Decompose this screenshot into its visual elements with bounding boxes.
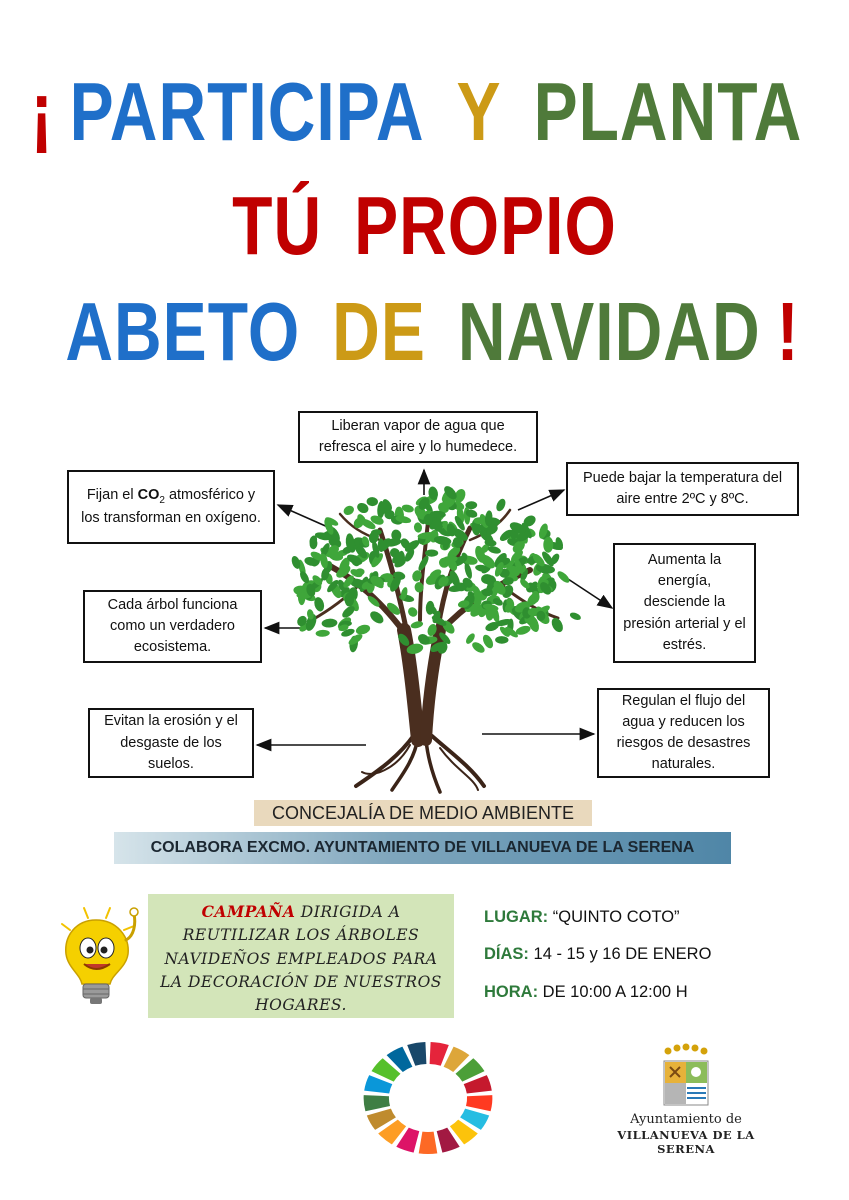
leaf xyxy=(556,569,572,584)
benefit-ecosistema-text: Cada árbol funciona como un verdadero ecosistema. xyxy=(107,596,238,656)
dias-label: DÍAS: xyxy=(484,945,529,963)
lugar-value: “QUINTO COTO” xyxy=(552,908,680,926)
benefit-energia-text: Aumenta la energía, desciende la presión arterial y el estrés. xyxy=(623,552,746,653)
benefit-erosion-text: Evitan la erosión y el desgaste de los suelos. xyxy=(104,713,238,772)
benefit-agua-box xyxy=(597,688,770,778)
campaign-box xyxy=(148,894,454,1018)
leaf xyxy=(410,620,424,629)
dias-value: 14 - 15 y 16 DE ENERO xyxy=(533,945,712,963)
benefit-temperatura-text: Puede bajar la temperatura del aire entre 2ºC y 8ºC. xyxy=(582,469,783,507)
benefit-energia-box xyxy=(613,543,756,663)
leaf xyxy=(495,636,509,644)
leaf xyxy=(495,497,508,512)
title-word: PLANTA xyxy=(533,65,803,158)
logo-line-2: VILLANUEVA DE LA SERENA xyxy=(617,1128,755,1156)
sdg-wheel-icon xyxy=(358,1040,498,1156)
coat-of-arms-icon xyxy=(656,1043,716,1109)
leaf xyxy=(321,618,337,628)
arrow-temperatura xyxy=(518,490,564,510)
co2-suffix: atmosférico y los transforman en oxígeno. xyxy=(81,486,261,527)
co2-prefix: Fijan el xyxy=(86,486,138,503)
campaign-highlight: CAMPAÑA xyxy=(201,902,296,921)
benefit-agua-text: Regulan el flujo del agua y reducen los riesgos de desastres naturales. xyxy=(616,692,751,773)
benefit-vapor-box xyxy=(298,411,538,463)
hora-label: HORA: xyxy=(484,983,539,1001)
title-word: ¡ xyxy=(30,65,54,158)
co2-formula: CO xyxy=(137,486,160,503)
leaf xyxy=(406,605,419,618)
title-word: DE xyxy=(332,285,426,378)
leaf xyxy=(315,630,330,638)
colabora-banner: COLABORA EXCMO. AYUNTAMIENTO DE VILLANUEVA DE LA SERENA xyxy=(114,832,731,864)
benefit-ecosistema-box xyxy=(83,590,262,663)
title-word: ABETO xyxy=(65,285,301,378)
logo-line-1: Ayuntamiento de xyxy=(630,1112,742,1127)
benefit-co2-text xyxy=(77,485,265,529)
detail-lugar xyxy=(484,908,680,927)
title-word: PARTICIPA xyxy=(69,65,425,158)
lugar-label: LUGAR: xyxy=(484,908,549,926)
leaf xyxy=(368,609,386,626)
leaf xyxy=(342,504,356,517)
title-word: TÚ xyxy=(232,179,323,272)
co2-subscript: 2 xyxy=(159,494,165,506)
ayuntamiento-logo-text xyxy=(594,1112,778,1156)
benefit-temperatura-box xyxy=(566,462,799,516)
leaf xyxy=(569,611,582,621)
leaf xyxy=(355,623,372,636)
detail-dias xyxy=(484,945,711,964)
benefit-vapor-text: Liberan vapor de agua que refresca el aire y lo humedece. xyxy=(318,417,518,455)
sdg-segment xyxy=(364,1095,390,1111)
arrow-co2 xyxy=(278,505,330,528)
title-word: Y xyxy=(456,65,502,158)
leaf xyxy=(366,497,378,507)
sdg-segment xyxy=(419,1132,438,1154)
leaf xyxy=(549,616,565,634)
benefit-co2-box xyxy=(67,470,275,544)
concejalia-banner: CONCEJALÍA DE MEDIO AMBIENTE xyxy=(254,800,592,826)
hora-value: DE 10:00 A 12:00 H xyxy=(542,983,688,1001)
arrow-energia xyxy=(565,577,612,608)
campaign-text: DIRIGIDA A REUTILIZAR LOS ÁRBOLES NAVIDEÑOS EMPLEADOS PARA LA DECORACIÓN DE NUESTROS HOGARES. xyxy=(160,903,442,1014)
lightbulb-mascot-icon xyxy=(48,900,148,1010)
sdg-segment xyxy=(466,1095,492,1111)
title-word: NAVIDAD xyxy=(457,285,761,378)
title-word: PROPIO xyxy=(354,179,617,272)
title-word: ! xyxy=(776,285,800,378)
detail-hora xyxy=(484,983,688,1002)
leaf xyxy=(425,550,438,557)
benefit-erosion-box xyxy=(88,708,254,778)
